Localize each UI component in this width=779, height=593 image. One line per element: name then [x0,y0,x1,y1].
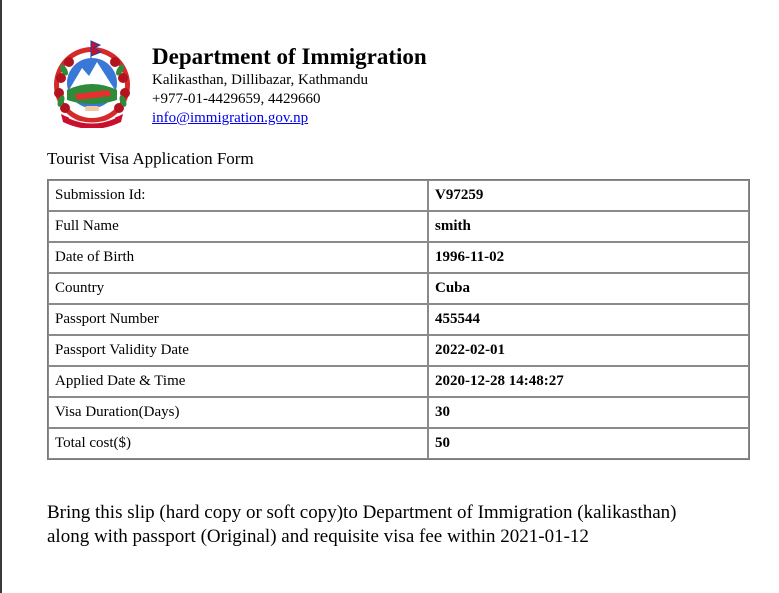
instruction-text [47,501,747,549]
table-row [48,397,749,428]
department-title: Department of Immigration [152,44,427,69]
passport-number-value: 455544 [428,304,749,335]
department-email-link[interactable]: info@immigration.gov.np [152,110,309,126]
visa-duration-value: 30 [428,397,749,428]
department-address: Kalikasthan, Dillibazar, Kathmandu [152,72,368,88]
table-row [48,304,749,335]
department-header [152,43,427,128]
total-cost-label: Total cost($) [48,428,428,459]
applied-datetime-label: Applied Date & Time [48,366,428,397]
form-title: Tourist Visa Application Form [47,149,254,168]
page-left-edge [0,0,2,593]
passport-number-label: Passport Number [48,304,428,335]
visa-duration-label: Visa Duration(Days) [48,397,428,428]
table-row [48,180,749,211]
instruction-line-1: Bring this slip (hard copy or soft copy)to Department of Immigration (kalikasthan) [47,502,677,523]
passport-validity-label: Passport Validity Date [48,335,428,366]
nepal-emblem-icon [47,38,137,128]
submission-id-label: Submission Id: [48,180,428,211]
table-row [48,211,749,242]
country-value: Cuba [428,273,749,304]
applied-datetime-value: 2020-12-28 14:48:27 [428,366,749,397]
application-details-table [47,179,750,460]
department-phone: +977-01-4429659, 4429660 [152,91,321,107]
country-label: Country [48,273,428,304]
passport-validity-value: 2022-02-01 [428,335,749,366]
full-name-label: Full Name [48,211,428,242]
instruction-line-2: along with passport (Original) and requisite visa fee within 2021-01-12 [47,526,589,547]
table-row [48,273,749,304]
table-row [48,335,749,366]
submission-id-value: V97259 [428,180,749,211]
table-row [48,242,749,273]
table-row [48,428,749,459]
date-of-birth-label: Date of Birth [48,242,428,273]
full-name-value: smith [428,211,749,242]
total-cost-value: 50 [428,428,749,459]
date-of-birth-value: 1996-11-02 [428,242,749,273]
table-row [48,366,749,397]
